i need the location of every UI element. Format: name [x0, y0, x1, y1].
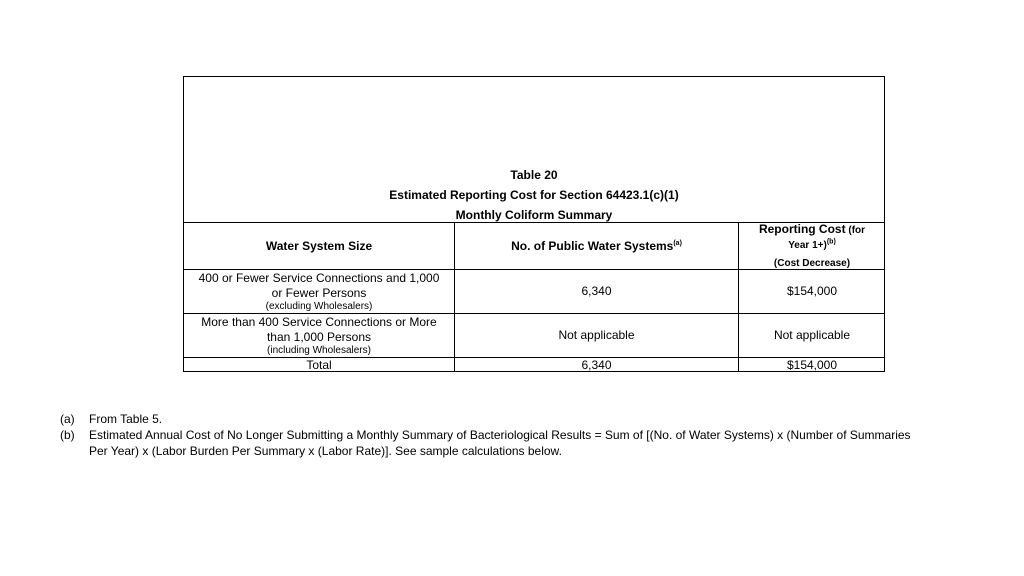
footnote-marker: (a) [60, 412, 75, 426]
footnote-marker: (b) [60, 428, 75, 442]
header-public-water-systems: No. of Public Water Systems$^{(a)}$ [511, 238, 682, 253]
table-row-size-cell: More than 400 Service Connections or More than 1,000 Persons (including Wholesalers) [201, 314, 437, 356]
table-row-systems-cell: 6,340 [581, 284, 612, 298]
footnotes [60, 411, 920, 459]
table-row-cost-cell: $154,000 [786, 284, 838, 298]
cost-table [183, 76, 885, 372]
footnote-text: Estimated Annual Cost of No Longer Submitting a Monthly Summary of Bacteriological Results = Sum of [(No. of Water Systems) x (Number of Summaries Per Year) x (Labor Burden Per Summary x (Labor Rate)]. See sample calculations below. [89, 428, 911, 458]
table-row-size-cell: 400 or Fewer Service Connections and 1,000 or Fewer Persons (excluding Wholesalers) [198, 270, 440, 312]
footnote-a [60, 411, 920, 427]
table-number: Table 20 [510, 168, 558, 182]
table-subtitle: Monthly Coliform Summary [455, 208, 613, 222]
table-row-systems-cell: Not applicable [558, 328, 635, 342]
header-water-system-size: Water System Size [265, 238, 373, 253]
footnote-text: From Table 5. [89, 412, 163, 426]
table-title: Estimated Reporting Cost for Section 64423.1(c)(1) [389, 188, 679, 202]
table-caption [184, 77, 884, 222]
total-systems-cell: 6,340 [581, 357, 612, 372]
table-row-cost-cell: Not applicable [773, 328, 851, 342]
total-cost-cell: $154,000 [786, 357, 838, 372]
total-label-cell: Total [306, 357, 332, 372]
footnote-b [60, 427, 920, 459]
header-reporting-cost: Reporting Cost (for Year 1+)$^{(b)}$ (Cost Decrease) [758, 221, 866, 269]
